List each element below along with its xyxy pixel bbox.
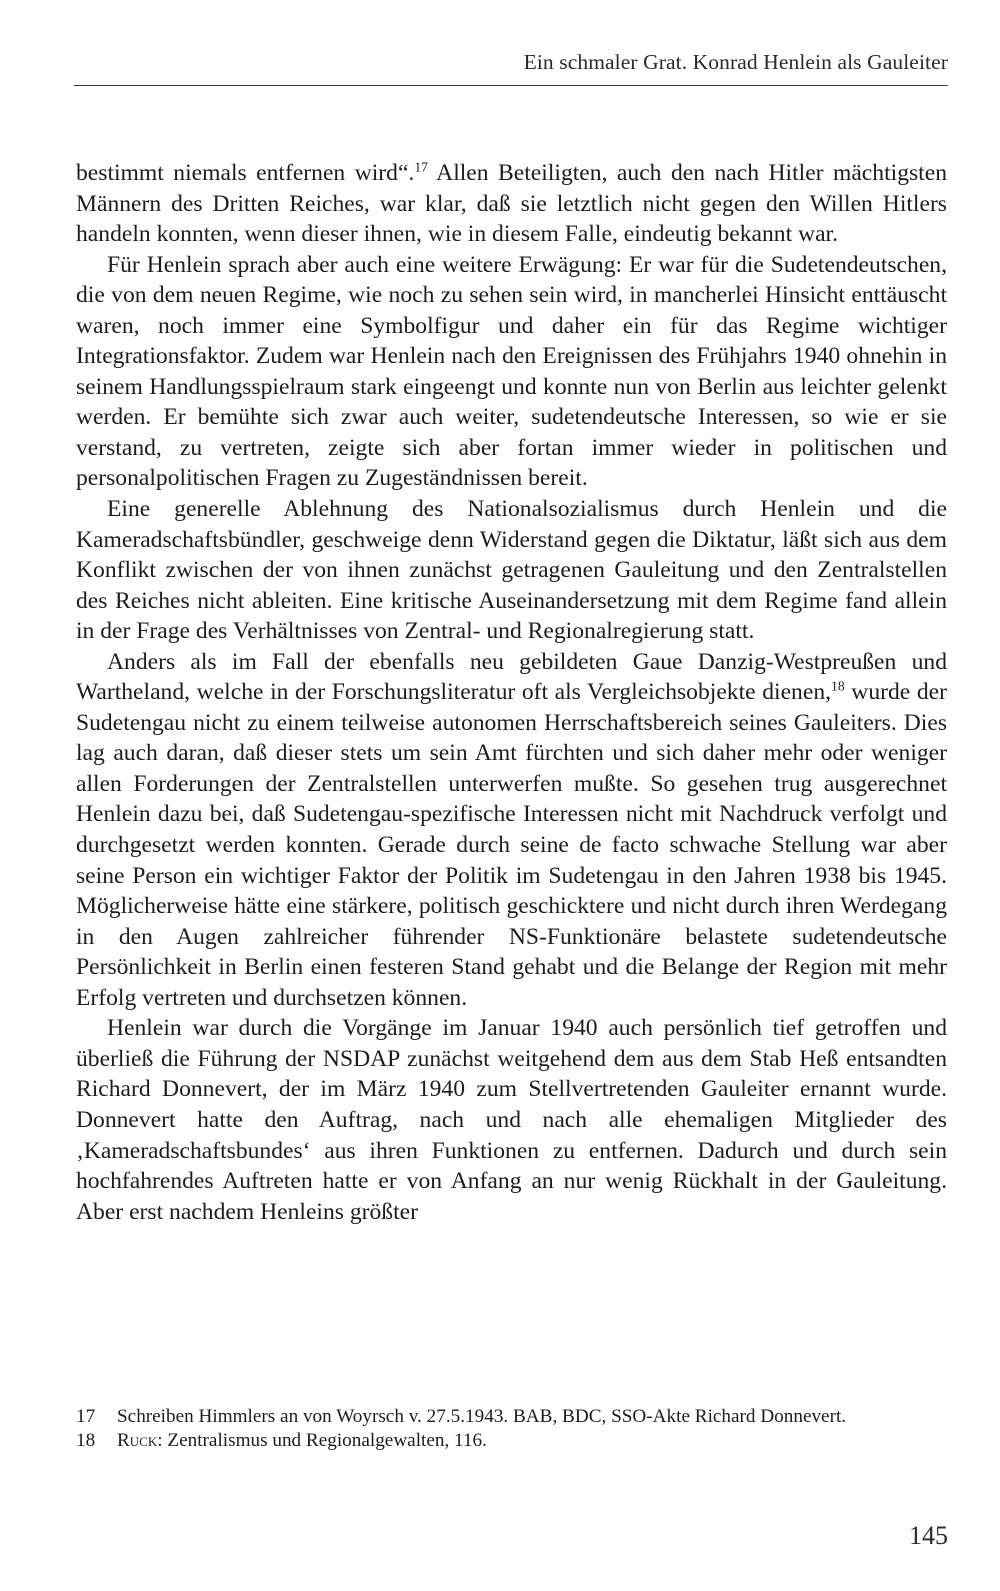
paragraph-1 <box>76 158 947 250</box>
footnote-text: Schreiben Himmlers an von Woyrsch v. 27.5.1943. BAB, BDC, SSO-Akte Richard Donnevert. <box>117 1406 847 1427</box>
paragraph-2: Für Henlein sprach aber auch eine weitere Erwägung: Er war für die Sudetendeutschen, die von dem neuen Regime, wie noch zu sehen sein wird, in mancherlei Hinsicht enttäuscht waren, noch immer eine Symbolfigur und daher ein für das Regime wichtiger Integrationsfaktor. Zudem war Henlein nach den Ereignissen des Frühjahrs 1940 ohnehin in seinem Handlungsspielraum stark eingeengt und konnte nun von Berlin aus leichter gelenkt werden. Er bemühte sich zwar auch weiter, sudetendeutsche Interessen, so wie er sie verstand, zu vertreten, zeigte sich aber fortan immer wieder in politischen und personalpolitischen Fragen zu Zugeständnissen bereit. <box>76 251 947 492</box>
footnote-ref-18: 18 <box>831 678 845 694</box>
paragraph-4-part-b: wurde der Sudetengau nicht zu einem teilweise autonomen Herrschaftsbereich seines Gauleiters. Dies lag auch daran, daß dieser stets um sein Amt fürchten und sich daher mehr oder weniger allen Forderungen der Zentralstellen unterwerfen mußte. So gesehen trug ausgerechnet Henlein dazu bei, daß Sudetengau-spezifische Interessen nicht mit Nachdruck verfolgt und durchgesetzt werden konnten. Gerade durch seine de facto schwache Stellung war aber seine Person ein wichtiger Faktor der Politik im Sudetengau in den Jahren 1938 bis 1945. Möglicherweise hätte eine stärkere, politisch geschicktere und nicht durch ihren Werdegang in den Augen zahlreicher führender NS-Funktionäre belastete sudetendeutsche Persönlichkeit in Berlin einen festeren Stand gehabt und die Belange der Region mit mehr Erfolg vertreten und durchsetzen können. <box>76 679 947 1011</box>
footnote-ref-17: 17 <box>414 159 428 175</box>
footnote-number: 18 <box>76 1429 96 1451</box>
paragraph-5: Henlein war durch die Vorgänge im Januar 1940 auch persönlich tief getroffen und überließ die Führung der NSDAP zunächst weitgehend dem aus dem Stab Heß entsandten Richard Donnevert, der im März 1940 zum Stellvertretenden Gauleiter ernannt wurde. Donnevert hatte den Auftrag, nach und nach alle ehemaligen Mitglieder des ‚Kameradschaftsbundes‘ aus ihren Funktionen zu entfernen. Dadurch und durch sein hochfahrendes Auftreten hatte er von Anfang an nur wenig Rückhalt in der Gauleitung. Aber erst nachdem Henleins größter <box>76 1015 947 1225</box>
paragraph-3: Eine generelle Ablehnung des Nationalsozialismus durch Henlein und die Kameradschaftsbündler, geschweige denn Widerstand gegen die Diktatur, läßt sich aus dem Konflikt zwischen der von ihnen zunächst getragenen Gauleitung und den Zentralstellen des Reiches nicht ableiten. Eine kritische Auseinandersetzung mit dem Regime fand allein in der Frage des Verhältnisses von Zentral- und Regionalregierung statt. <box>76 496 947 645</box>
footnote-author: Ruck <box>117 1429 158 1451</box>
footnote-number: 17 <box>76 1406 96 1427</box>
header-rule <box>74 85 948 86</box>
footnote-text <box>117 1429 947 1453</box>
footnotes <box>76 1405 947 1453</box>
footnote-17 <box>76 1405 947 1429</box>
footnote-18 <box>76 1429 947 1453</box>
paragraph-1-part-b: Allen Beteiligten, auch den nach Hitler mächtigsten Männern des Dritten Reiches, war klar, daß sie letztlich nicht gegen den Willen Hitlers handeln konnten, wenn dieser ihnen, wie in diesem Falle, eindeutig bekannt war. <box>76 160 947 248</box>
footnote-citation: : Zentralismus und Regionalgewalten, 116. <box>157 1429 487 1451</box>
main-text <box>76 158 947 1227</box>
running-title: Ein schmaler Grat. Konrad Henlein als Gauleiter <box>523 50 948 74</box>
paragraph-1-part-a: bestimmt niemals entfernen wird“. <box>76 160 415 186</box>
paragraph-4 <box>76 647 947 1014</box>
paragraph-4-part-a: Anders als im Fall der ebenfalls neu gebildeten Gaue Danzig-Westpreußen und Wartheland, welche in der Forschungsliteratur oft als Vergleichsobjekte dienen, <box>76 648 947 706</box>
page-number: 145 <box>909 1521 948 1550</box>
